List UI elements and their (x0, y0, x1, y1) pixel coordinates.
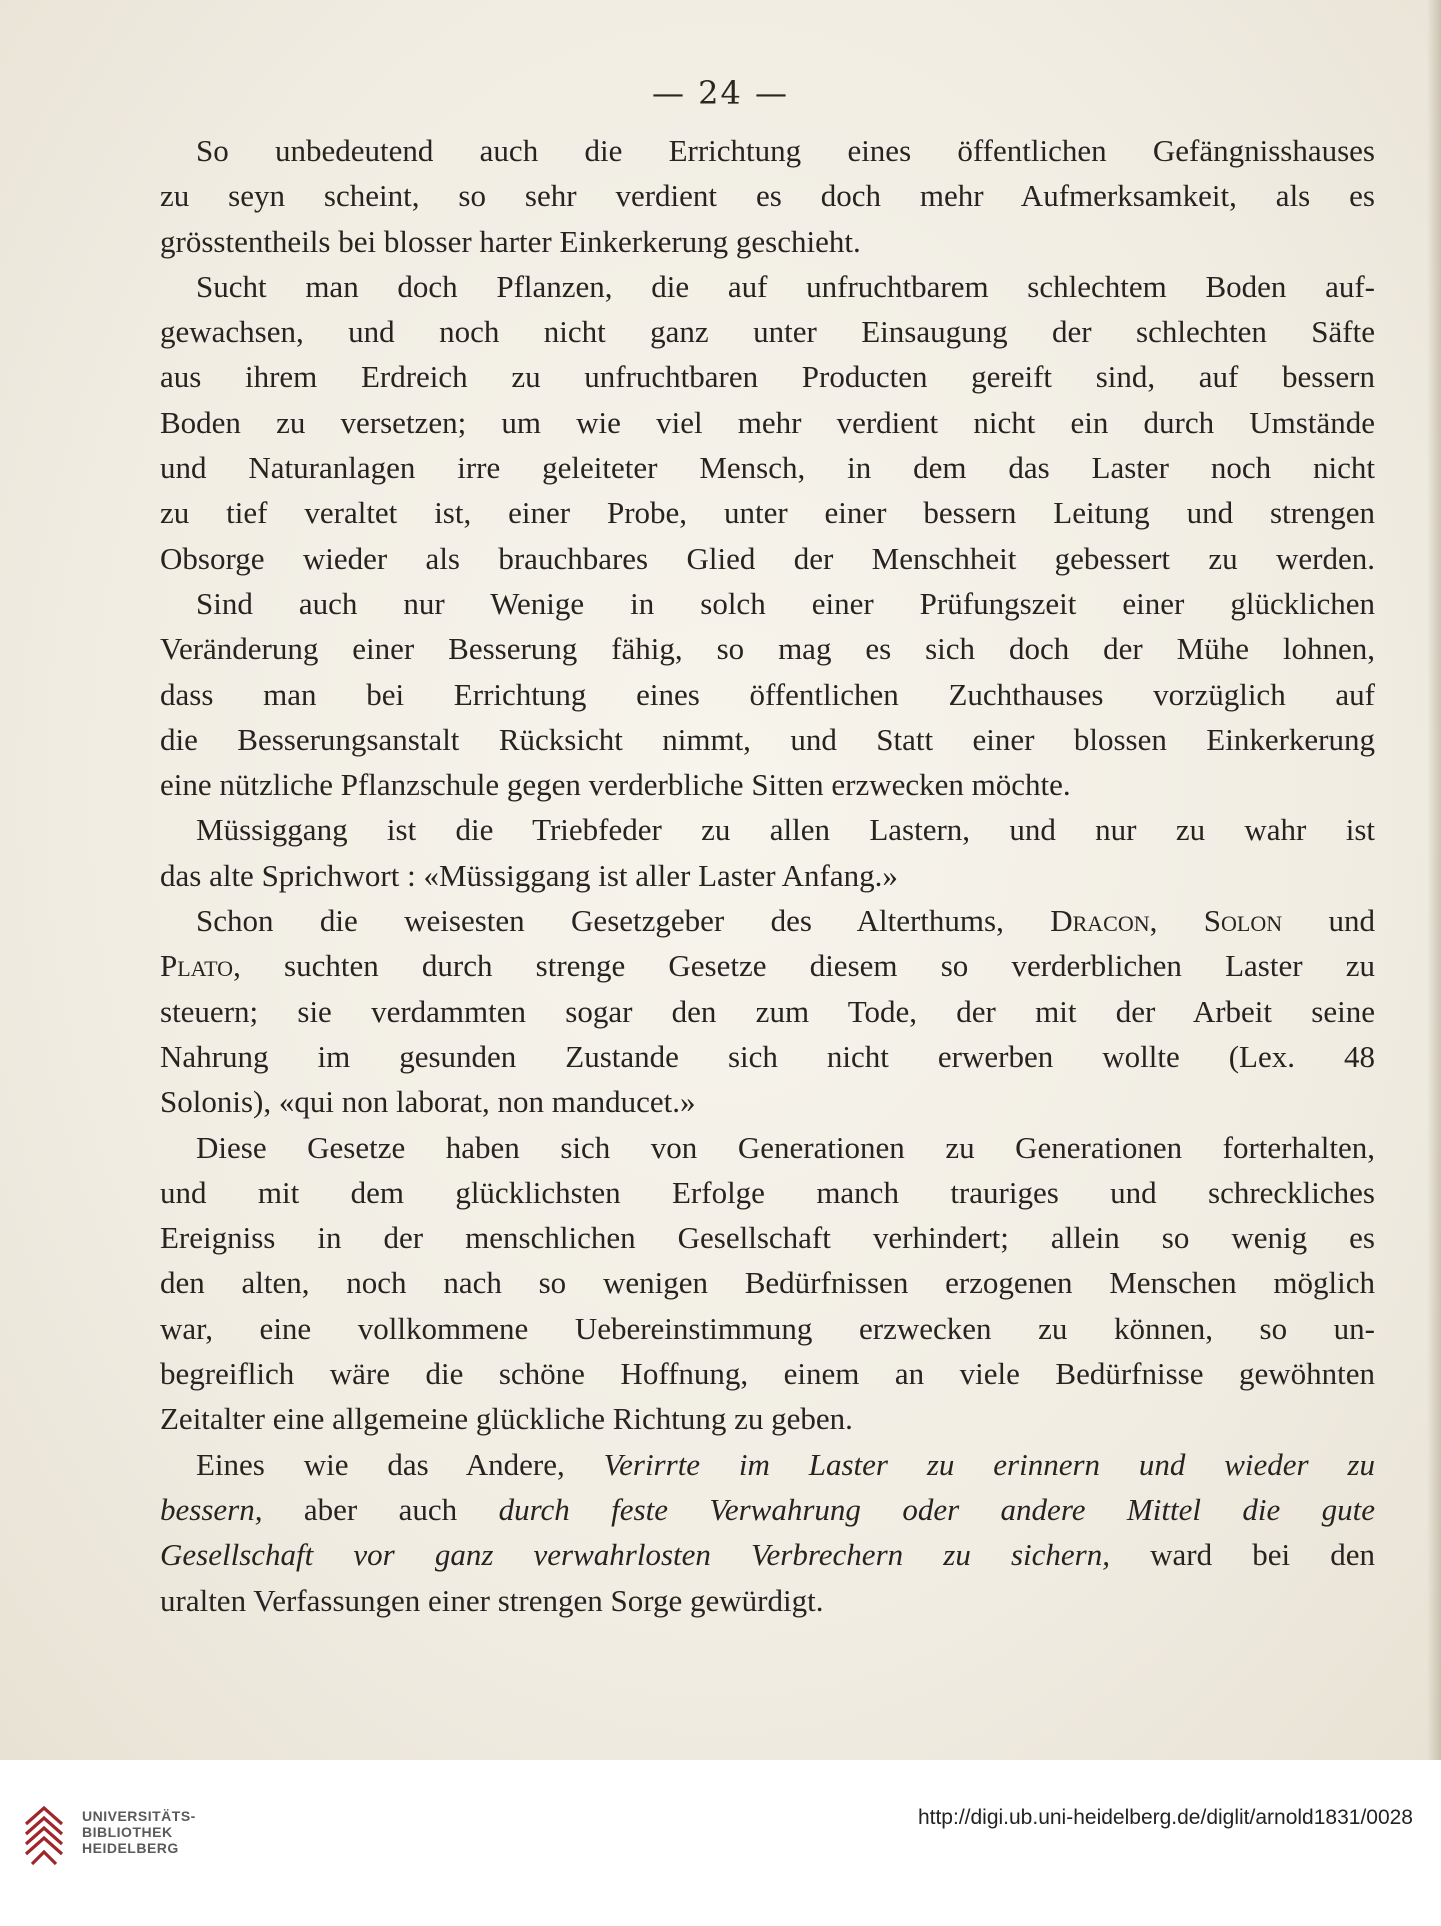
text-line: So unbedeutend auch die Errichtung eines öffentlichen Gefängnisshauses (196, 133, 1375, 168)
text-line: Nahrung im gesunden Zustande sich nicht erwerben wollte (Lex. 48 (160, 1038, 1375, 1074)
text-line: zu tief veraltet ist, einer Probe, unter einer bessern Leitung und strengen (160, 495, 1375, 531)
text-line: Sind auch nur Wenige in solch einer Prüfungszeit einer glücklichen (196, 585, 1375, 621)
text-line: aus ihrem Erdreich zu unfruchtbaren Producten gereift sind, auf bessern (160, 359, 1375, 395)
text-line: steuern; sie verdammten sogar den zum Tode, der mit der Arbeit seine (160, 993, 1375, 1029)
text-line: Eines wie das Andere, Verirrte im Laster zu erinnern und wieder zu (196, 1446, 1375, 1482)
library-name-line: BIBLIOTHEK (82, 1824, 173, 1840)
text-line: Sucht man doch Pflanzen, die auf unfruchtbarem schlechtem Boden auf- (196, 268, 1375, 304)
body-text (160, 128, 1375, 1623)
text-line: Boden zu versetzen; um wie viel mehr verdient nicht ein durch Umstände (160, 404, 1375, 440)
text-line: begreiflich wäre die schöne Hoffnung, einem an viele Bedürfnisse gewöhnten (160, 1356, 1375, 1392)
source-url[interactable]: http://digi.ub.uni-heidelberg.de/diglit/arnold1831/0028 (917, 1806, 1413, 1829)
text-line: und mit dem glücklichsten Erfolge manch trauriges und schreckliches (160, 1174, 1375, 1210)
text-line: grösstentheils bei blosser harter Einkerkerung geschieht. (160, 223, 861, 259)
text-line: uralten Verfassungen einer strengen Sorge gewürdigt. (160, 1582, 824, 1618)
text-line: eine nützliche Pflanzschule gegen verderbliche Sitten erzwecken möchte. (160, 767, 1071, 803)
text-line: Müssiggang ist die Triebfeder zu allen Lastern, und nur zu wahr ist (196, 812, 1375, 848)
text-line: und Naturanlagen irre geleiteter Mensch, in dem das Laster noch nicht (160, 450, 1375, 486)
text-line: Schon die weisesten Gesetzgeber des Alterthums, Dracon, Solon und (196, 903, 1376, 939)
library-name (82, 1808, 196, 1856)
footer-bar (0, 1760, 1441, 1926)
text-line: Veränderung einer Besserung fähig, so mag es sich doch der Mühe lohnen, (160, 631, 1375, 667)
text-line: Ereigniss in der menschlichen Gesellschaft verhindert; allein so wenig es (160, 1220, 1375, 1256)
text-line: das alte Sprichwort : «Müssiggang ist aller Laster Anfang.» (160, 857, 898, 893)
text-line: Zeitalter eine allgemeine glückliche Richtung zu geben. (160, 1401, 853, 1437)
text-line: gewachsen, und noch nicht ganz unter Einsaugung der schlechten Säfte (160, 314, 1375, 350)
page-number: — 24 — (651, 74, 790, 112)
text-line: Plato, suchten durch strenge Gesetze diesem so verderblichen Laster zu (160, 948, 1375, 984)
text-line: dass man bei Errichtung eines öffentlichen Zuchthauses vorzüglich auf (160, 676, 1375, 712)
text-line: war, eine vollkommene Uebereinstimmung erzwecken zu können, so un- (160, 1310, 1375, 1346)
page-edge (1427, 0, 1441, 1760)
text-line: Obsorge wieder als brauchbares Glied der Menschheit gebessert zu werden. (160, 540, 1375, 576)
library-logo-icon (22, 1804, 68, 1868)
library-name-line: UNIVERSITÄTS- (82, 1808, 196, 1824)
text-line: zu seyn scheint, so sehr verdient es doch mehr Aufmerksamkeit, als es (160, 178, 1375, 214)
text-line: Gesellschaft vor ganz verwahrlosten Verbrechern zu sichern, ward bei den (160, 1537, 1375, 1573)
text-line: Solonis), «qui non laborat, non manducet.» (160, 1084, 696, 1120)
text-line: bessern, aber auch durch feste Verwahrung oder andere Mittel die gute (160, 1491, 1375, 1527)
text-line: die Besserungsanstalt Rücksicht nimmt, und Statt einer blossen Einkerkerung (160, 721, 1375, 757)
text-line: Diese Gesetze haben sich von Generationen zu Generationen forterhalten, (196, 1129, 1375, 1165)
text-line: den alten, noch nach so wenigen Bedürfnissen erzogenen Menschen möglich (160, 1265, 1375, 1301)
library-name-line: HEIDELBERG (82, 1840, 179, 1856)
